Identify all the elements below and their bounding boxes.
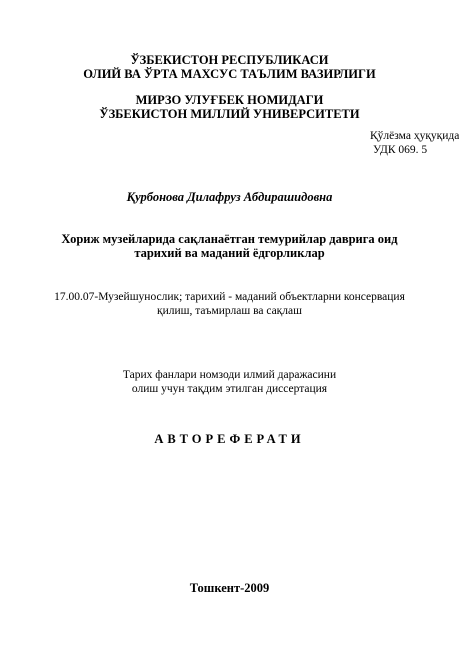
university-line-2: ЎЗБЕКИСТОН МИЛЛИЙ УНИВЕРСИТЕТИ <box>99 107 360 121</box>
degree-purpose-line-1: Тарих фанлари номзоди илмий даражасини <box>122 369 337 381</box>
ministry-line-1: ЎЗБЕКИСТОН РЕСПУБЛИКАСИ <box>130 53 329 67</box>
thesis-title-line-2: тарихий ва маданий ёдгорликлар <box>134 246 325 260</box>
author-name: Қурбонова Дилафруз Абдирашидовна <box>126 190 333 204</box>
university-line-1: МИРЗО УЛУҒБЕК НОМИДАГИ <box>135 93 324 107</box>
degree-purpose-line-2: олиш учун тақдим этилган диссертация <box>131 383 328 395</box>
udk-code: УДК 069. 5 <box>373 144 428 156</box>
place-and-year: Тошкент-2009 <box>189 581 270 595</box>
specialty-line-2: қилиш, таъмирлаш ва сақлаш <box>157 305 302 317</box>
specialty-line-1: 17.00.07-Музейшунослик; тарихий - маданий объектларни консервация <box>54 291 405 303</box>
ministry-line-2: ОЛИЙ ВА ЎРТА МАХСУС ТАЪЛИМ ВАЗИРЛИГИ <box>83 67 376 81</box>
thesis-title-line-1: Хориж музейларида сақланаётган темурийлар даврига оид <box>61 232 398 246</box>
manuscript-rights: Қўлёзма ҳуқуқида <box>370 130 459 142</box>
document-type: АВТОРЕФЕРАТИ <box>154 432 305 446</box>
